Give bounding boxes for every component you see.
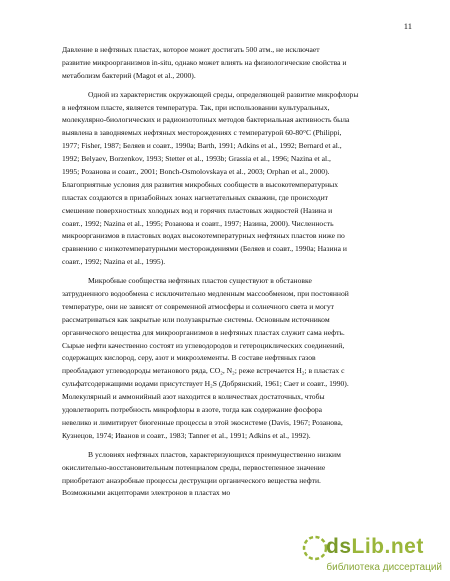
text-line: смешение поверхностных холодных вод и горячих пластовых жидкостей (Назина и (62, 205, 333, 215)
text-line: 1977; Fisher, 1987; Беляев и соавт., 1990а; Barth, 1991; Adkins et al., 1992; Bernard et al., (62, 141, 342, 151)
body-text (62, 44, 414, 500)
text-line: Молекулярный и аммонийный азот находится в количествах достаточных, чтобы (62, 392, 325, 402)
watermark-brand (326, 535, 424, 559)
text-line: Возможными акцепторами электронов в пластах мо (62, 488, 231, 498)
text-line: выявлена в заводняемых нефтяных месторождениях с температурой 60-80°С (Philippi, (62, 128, 342, 138)
page-number: 11 (403, 21, 412, 31)
watermark (302, 533, 442, 577)
text-line: сульфатсодержащими водами присутствует H₂S (Добрянский, 1961; Сает и соавт., 1990). (62, 379, 349, 389)
text-line: содержащих кислород, серу, азот и микроэлементы. В составе нефтяных газов (62, 353, 316, 363)
text-line: Благоприятные условия для развития микробных сообществ в высокотемпературных (62, 179, 339, 189)
text-line: В условиях нефтяных пластов, характеризующихся преимущественно низким (88, 449, 341, 459)
text-line: метаболизм бактерий (Magot et al., 2000). (62, 70, 196, 80)
text-line: 1995; Розанова и соавт., 2001; Bonch-Osmolovskaya et al., 2003; Orphan et al., 2000). (62, 167, 330, 177)
text-line: сравнению с низкотемпературными месторождениями (Беляев и соавт., 1990а; Назина и (62, 244, 347, 254)
text-line: пластах создаются в призабойных зонах нагнетательных скважин, где происходит (62, 192, 328, 202)
text-line: микроорганизмов в пластовых водах высокотемпературных нефтяных пластов ниже по (62, 231, 345, 241)
text-line: приобретают анаэробные процессы деструкции органического вещества нефти. (62, 475, 321, 485)
text-line: затрудненного водообмена с исключительно медленным массообменом, при постоянной (62, 289, 349, 299)
text-line: удовлетворить потребность микрофлоры в азоте, тогда как содержание фосфора (62, 405, 323, 415)
watermark-caption: библиотека диссертаций (326, 562, 442, 573)
text-line: развитие микроорганизмов in-situ, однако может влиять на физиологические свойства и (62, 57, 347, 67)
text-line: органического вещества для микроорганизмов в нефтяных пластах служит сама нефть. (62, 327, 345, 337)
text-line: Одной из характеристик окружающей среды, определяющей развитие микрофлоры (88, 89, 359, 99)
text-line: молекулярно-биологических и радиоизотопных методов бактериальная активность была (62, 115, 350, 125)
text-line: преобладают углеводороды метанового ряда, CO₂, N₂; реже встречается H₂; в пластах с (62, 366, 345, 376)
text-line: 1992; Belyaev, Borzenkov, 1993; Stetter et al., 1993b; Grassia et al., 1996; Nazina et al., (62, 154, 331, 164)
text-line: соавт., 1992; Nazina et al., 1995). (62, 257, 166, 267)
text-line: Сырые нефти качественно состоят из углеводородов и гетероциклических соединений, (62, 340, 345, 350)
text-line: Кузнецов, 1974; Иванов и соавт., 1983; Tanner et al., 1991; Adkins et al., 1992). (62, 430, 311, 440)
text-line: рассматриваться как закрытые или полузакрытые системы. Основным источником (62, 314, 330, 324)
watermark-logo-icon (302, 535, 328, 561)
text-line: температуре, они не зависят от современной атмосферы и солнечного света и могут (62, 301, 334, 311)
watermark-brand-suffix: Lib.net (351, 535, 424, 558)
text-line: Давление в нефтяных пластах, которое может достигать 500 атм., не исключает (62, 45, 320, 54)
text-line: окислительно-восстановительным потенциалом среды, первостепенное значение (62, 462, 326, 472)
text-line: соавт., 1992; Nazina et al., 1995; Розанова и соавт., 1997; Назина, 2000). Численность (62, 218, 334, 228)
text-line: в нефтяном пласте, является температура. Так, при использовании культуральных, (62, 102, 330, 112)
text-line: невелико и лимитирует биогенные процессы в этой экосистеме (Davis, 1967; Розанова, (62, 417, 343, 427)
text-line: Микробные сообщества нефтяных пластов существуют в обстановке (88, 276, 312, 286)
watermark-brand-prefix: ds (326, 535, 352, 558)
